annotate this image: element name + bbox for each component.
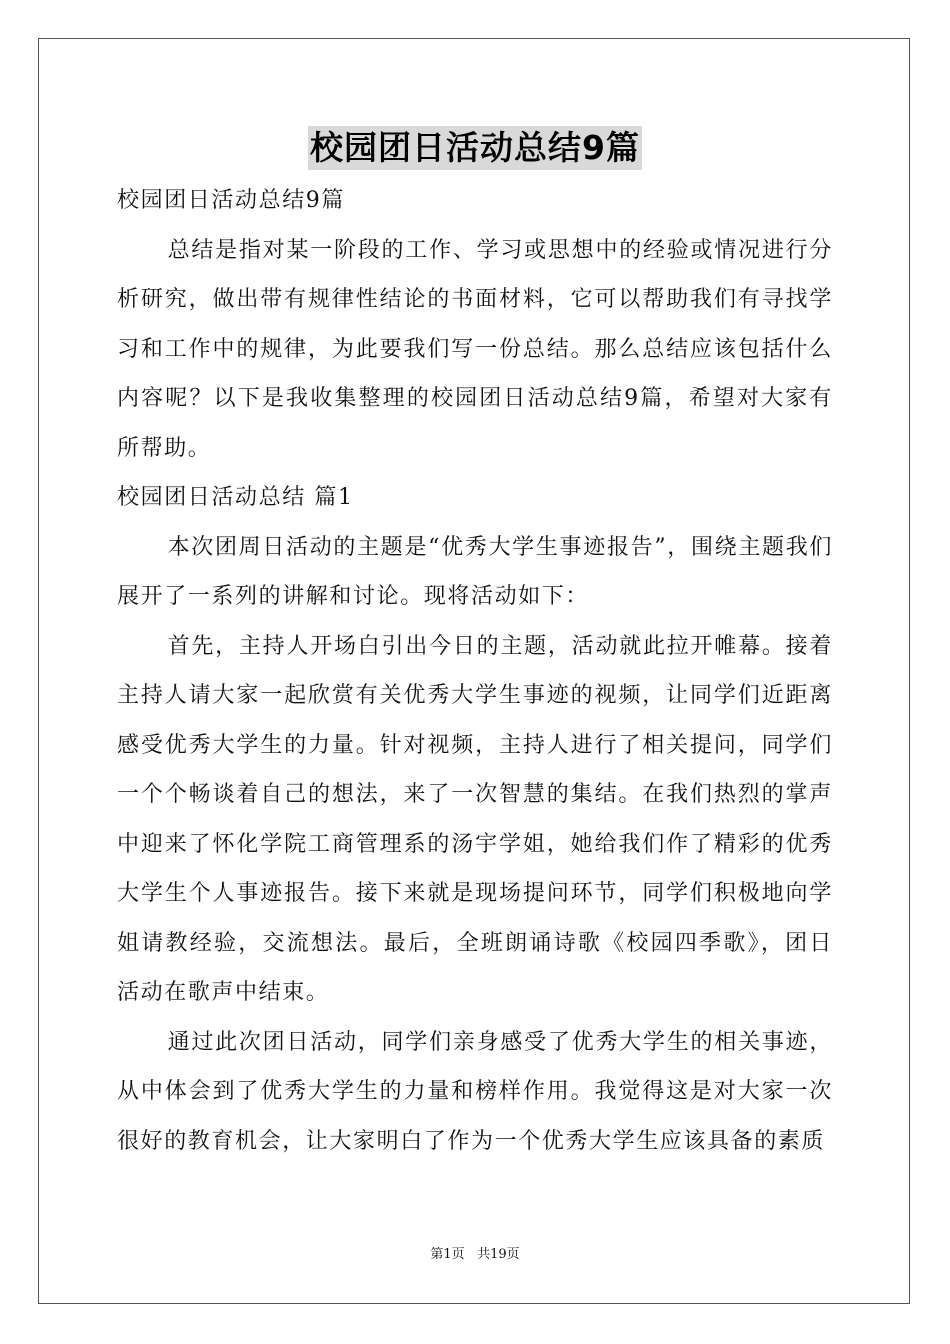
paragraph-subtitle: 校园团日活动总结9篇 <box>117 188 345 213</box>
title-container <box>0 126 950 170</box>
document-title: 校园团日活动总结9篇 <box>308 126 642 170</box>
page-total: 共19页 <box>477 1247 520 1262</box>
page-footer <box>0 1246 950 1264</box>
page-number: 第1页 <box>430 1247 465 1262</box>
paragraph-body: 通过此次团日活动，同学们亲身感受了优秀大学生的相关事迹，从中体会到了优秀大学生的力量和榜样作用。我觉得这是对大家一次很好的教育机会，让大家明白了作为一个优秀大学生应该具备的素质 <box>117 1029 833 1154</box>
section-heading: 校园团日活动总结 篇1 <box>117 485 354 510</box>
paragraph-body: 首先，主持人开场白引出今日的主题，活动就此拉开帷幕。接着主持人请大家一起欣赏有关优秀大学生事迹的视频，让同学们近距离感受优秀大学生的力量。针对视频，主持人进行了相关提问，同学们一个个畅谈着自己的想法，来了一次智慧的集结。在我们热烈的掌声中迎来了怀化学院工商管理系的汤宇学姐，她给我们作了精彩的优秀大学生个人事迹报告。接下来就是现场提问环节，同学们积极地向学姐请教经验，交流想法。最后，全班朗诵诗歌《校园四季歌》，团日活动在歌声中结束。 <box>117 633 833 1005</box>
paragraph-body: 本次团周日活动的主题是“优秀大学生事迹报告”，围绕主题我们展开了一系列的讲解和讨论。现将活动如下： <box>117 534 833 609</box>
document-body <box>117 176 833 1166</box>
paragraph-intro: 总结是指对某一阶段的工作、学习或思想中的经验或情况进行分析研究，做出带有规律性结论的书面材料，它可以帮助我们有寻找学习和工作中的规律，为此要我们写一份总结。那么总结应该包括什么内容呢？以下是我收集整理的校园团日活动总结9篇，希望对大家有所帮助。 <box>117 237 833 461</box>
